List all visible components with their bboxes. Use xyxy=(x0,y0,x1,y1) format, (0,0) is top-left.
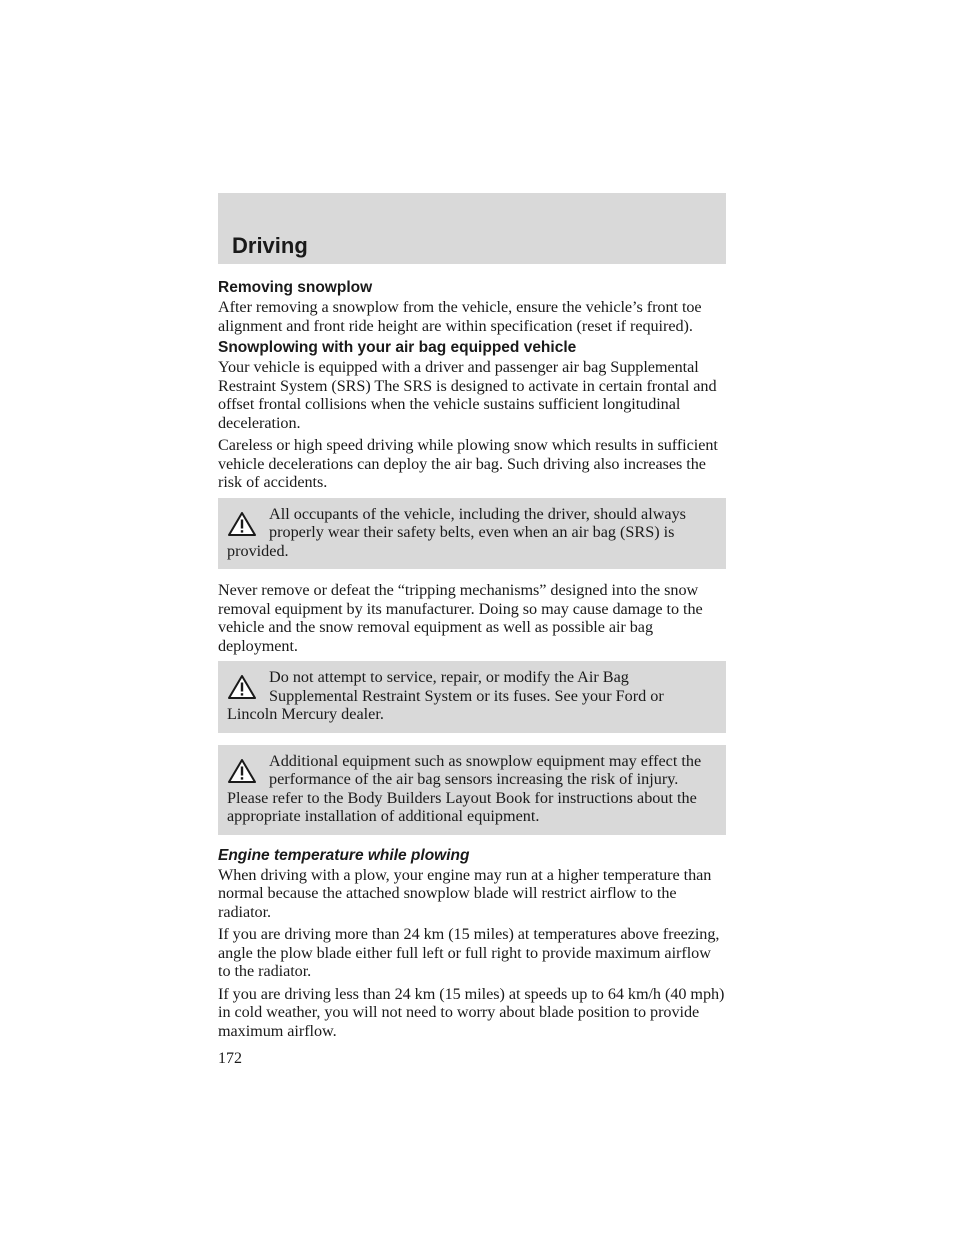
paragraph-engine-temp-3: If you are driving less than 24 km (15 miles) at speeds up to 64 km/h (40 mph) in cold weather, you will not need to worry about blade position to provide maximum airflow. xyxy=(218,984,725,1040)
heading-airbag: Snowplowing with your air bag equipped vehicle xyxy=(218,339,577,356)
paragraph-engine-temp-1: When driving with a plow, your engine may run at a higher temperature than normal because the attached snowplow blade will restrict airflow to the radiator. xyxy=(218,865,712,921)
heading-engine-temperature: Engine temperature while plowing xyxy=(218,846,470,864)
page-content xyxy=(218,279,726,1044)
warning-text-srs-service: Do not attempt to service, repair, or modify the Air Bag Supplemental Restraint System or its fuses. See your Ford or Lincoln Mercury dealer. xyxy=(227,668,664,723)
warning-box-srs-service xyxy=(218,661,726,733)
paragraph-engine-temp-2: If you are driving more than 24 km (15 miles) at temperatures above freezing, angle the plow blade either full left or full right to provide maximum airflow to the radiator. xyxy=(218,925,720,980)
warning-triangle-icon xyxy=(227,511,257,537)
page-number: 172 xyxy=(218,1050,242,1067)
heading-removing-snowplow: Removing snowplow xyxy=(218,279,373,296)
paragraph-airbag-1: Your vehicle is equipped with a driver and passenger air bag Supplemental Restraint System (SRS) The SRS is designed to activate in certain frontal and offset frontal collisions when the vehicle sustains sufficient longitudinal deceleration. xyxy=(218,358,717,432)
warning-text-additional-equipment: Additional equipment such as snowplow equipment may effect the performance of the air bag sensors increasing the risk of injury. Please refer to the Body Builders Layout Book for instructions about the appropriate installation of additional equipment. xyxy=(227,751,702,825)
paragraph-removing-snowplow: After removing a snowplow from the vehicle, ensure the vehicle’s front toe alignment and front ride height are within specification (reset if required). xyxy=(218,298,702,335)
warning-triangle-icon xyxy=(227,758,257,784)
warning-box-additional-equipment xyxy=(218,745,726,835)
warning-box-safety-belts xyxy=(218,498,726,570)
paragraph-airbag-3: Never remove or defeat the “tripping mechanisms” designed into the snow removal equipment by its manufacturer. Doing so may cause damage to the vehicle and the snow removal equipment as well as possible air bag deployment. xyxy=(218,581,703,655)
warning-text-safety-belts: All occupants of the vehicle, including the driver, should always properly wear their safety belts, even when an air bag (SRS) is provided. xyxy=(227,504,686,560)
paragraph-airbag-2: Careless or high speed driving while plowing snow which results in sufficient vehicle decelerations can deploy the air bag. Such driving also increases the risk of accidents. xyxy=(218,436,718,491)
section-title: Driving xyxy=(232,233,308,258)
warning-triangle-icon xyxy=(227,674,257,700)
